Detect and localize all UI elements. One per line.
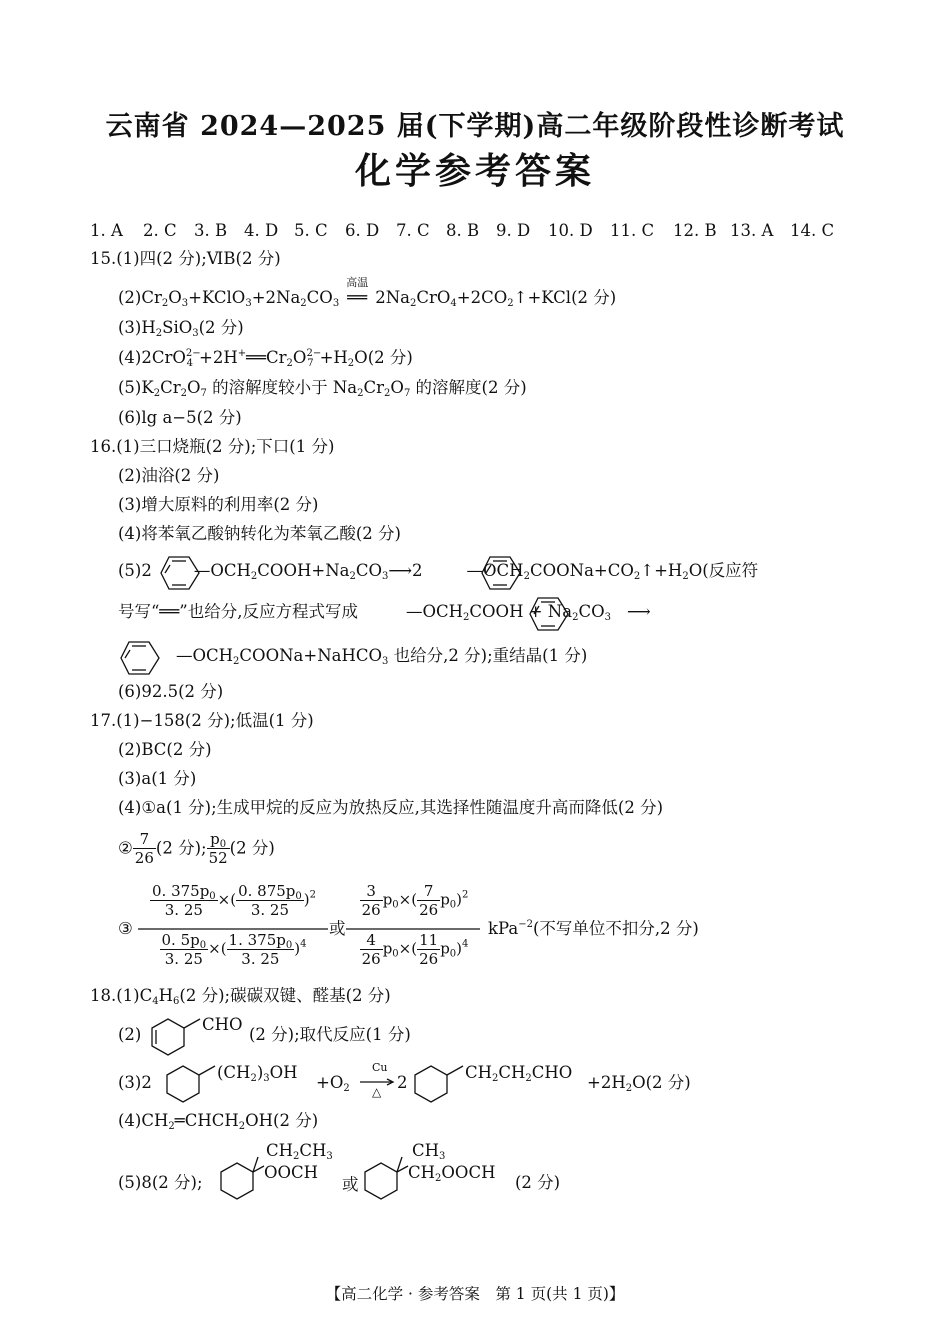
heat-label: △ (372, 1085, 382, 1099)
q15-line4: $(4)2CrO^{2-}_4 +2H^+══Cr_2O^{2-}_7 +H_2O(2$ 分) (118, 348, 413, 369)
q18-line3-tail: $+2H_2O(2$ 分) (587, 1073, 691, 1094)
mc-answer: 12. B (673, 221, 717, 240)
reaction-condition: 高温 (346, 276, 369, 289)
mc-answer: 3. B (194, 221, 228, 240)
q18-line3-label: (3)2 (118, 1073, 152, 1092)
q18-line4: $(4)CH_2═CHCH_2OH(2$ 分) (118, 1111, 319, 1132)
q17-line4: (4)①a(1 分);生成甲烷的反应为放热反应,其选择性随温度升高而降低(2 分) (118, 798, 664, 817)
cyclohexane-ring-icon (163, 1065, 203, 1103)
q17-line2: (2)BC(2 分) (118, 740, 212, 759)
mc-answer: 11. C (610, 221, 655, 240)
or-text: 或 (329, 919, 346, 938)
q18-line2-text: (2 分);取代反应(1 分) (249, 1025, 411, 1044)
benzene-ring-icon (120, 641, 160, 675)
q17-line3: (3)a(1 分) (118, 769, 197, 788)
expr1-denominator: $\frac{0. 5p_0}{3. 25}$ ×( $\frac{1. 375p_0}{3. 25}$ )$^4$ (161, 931, 307, 968)
q17-line5: ② $\frac{7}{26}$ (2 分); $\frac{p_0}{52}$ (2 分) (118, 830, 275, 867)
q18-line1: $18.(1)C_4H_6(2$ 分);碳碳双键、醛基(2 分) (90, 986, 391, 1007)
mc-answer: 13. A (730, 221, 774, 240)
q16-line5: (5)2 $—OCH_2COOH+Na_2CO_3⟶2$ $—OCH_2COONa+CO_2↑+H_2O$(反应符 (118, 561, 759, 582)
expr2-denominator: $\frac{4}{26}$ $p_0\times$( $\frac{11}{26}$ $p_0)^4$ (361, 931, 469, 968)
mc-answer: 4. D (244, 221, 279, 240)
mc-answer: 2. C (143, 221, 177, 240)
mc-answer: 14. C (790, 221, 835, 240)
cyclohexane-ring-icon (411, 1065, 451, 1103)
q15-line1: 15.(1)四(2 分);ⅥB(2 分) (90, 249, 281, 268)
benzene-ring-icon (481, 556, 521, 590)
q18-line2-label: (2) (118, 1025, 142, 1044)
q16-line1: 16.(1)三口烧瓶(2 分);下口(1 分) (90, 437, 335, 456)
struct2-top: $CH_3$ (412, 1141, 446, 1162)
benzene-ring-icon (160, 556, 200, 590)
q15-line6: (6)lg a−5(2 分) (118, 408, 242, 427)
q17-line1: 17.(1)−158(2 分);低温(1 分) (90, 711, 314, 730)
fraction-bar (346, 928, 482, 930)
q18-line3-sub: $(CH_2)_3OH$ (217, 1063, 298, 1084)
cyclohexene-ring-icon (148, 1018, 188, 1056)
q15-line3: $(3)H_2SiO_3(2$ 分) (118, 318, 244, 339)
q15-line5: $(5)K_2Cr_2O_7$ 的溶解度较小于 $Na_2Cr_2O_7$ 的溶解度(2 分) (118, 378, 527, 399)
q18-line5-label: (5)8(2 分); (118, 1173, 203, 1192)
mc-answer: 7. C (396, 221, 430, 240)
or-text-2: 或 (342, 1175, 359, 1194)
catalyst-label: Cu (372, 1061, 388, 1074)
mc-answer: 1. A (90, 221, 123, 240)
q18-line3-o2: $+O_2$ (316, 1073, 350, 1094)
mc-answer: 6. D (345, 221, 380, 240)
struct2-side: $CH_2OOCH$ (408, 1163, 496, 1184)
q15-line2: $(2)Cr_2O_3+KClO_3+2Na_2CO_3$ 高温 ══ $2Na_2CrO_4+2CO_2↑+KCl(2$ 分) (118, 276, 617, 309)
mc-answer: 9. D (496, 221, 531, 240)
q16-line6: 号写“══”也给分,反应方程式写成 $—OCH_2COOH + Na_2CO_3$ ⟶ (118, 602, 651, 623)
q18-line3-prod: $CH_2CH_2CHO$ (465, 1063, 573, 1084)
expr2-numerator: $\frac{3}{26}$ $p_0\times$( $\frac{7}{26}$ $p_0)^2$ (361, 882, 469, 919)
benzene-ring-icon (529, 597, 569, 631)
q16-line2: (2)油浴(2 分) (118, 466, 220, 485)
reaction-arrow (360, 1080, 396, 1084)
q16-line7: $—OCH_2COONa+NaHCO_3$ 也给分,2 分);重结晶(1 分) (176, 646, 588, 667)
struct2-score: (2 分) (515, 1173, 561, 1192)
fraction-bar (138, 928, 330, 930)
q18-cho: CHO (202, 1015, 243, 1034)
q18-coef: 2 (397, 1073, 408, 1092)
struct1-top: $CH_2CH_3$ (266, 1141, 333, 1162)
answer-subtitle: 化学参考答案 (354, 150, 595, 192)
q17-unit-note: kPa$^{-2}$(不写单位不扣分,2 分) (488, 919, 699, 938)
expr1-numerator: $\frac{0. 375p_0}{3. 25}$ ×( $\frac{0. 875p_0}{3. 25}$ )$^2$ (151, 882, 317, 919)
page-footer: 【高二化学 · 参考答案 第 1 页(共 1 页)】 (325, 1285, 625, 1303)
mc-answer: 10. D (548, 221, 593, 240)
q16-line8: (6)92.5(2 分) (118, 682, 224, 701)
q16-line3: (3)增大原料的利用率(2 分) (118, 495, 319, 514)
mc-answer: 5. C (294, 221, 328, 240)
q16-line4: (4)将苯氧乙酸钠转化为苯氧乙酸(2 分) (118, 524, 401, 543)
q17-line6-label: ③ (118, 919, 133, 938)
mc-answer: 8. B (446, 221, 480, 240)
struct1-side: OOCH (264, 1163, 319, 1182)
exam-title: 云南省 2024—2025 届(下学期)高二年级阶段性诊断考试 (105, 111, 845, 142)
